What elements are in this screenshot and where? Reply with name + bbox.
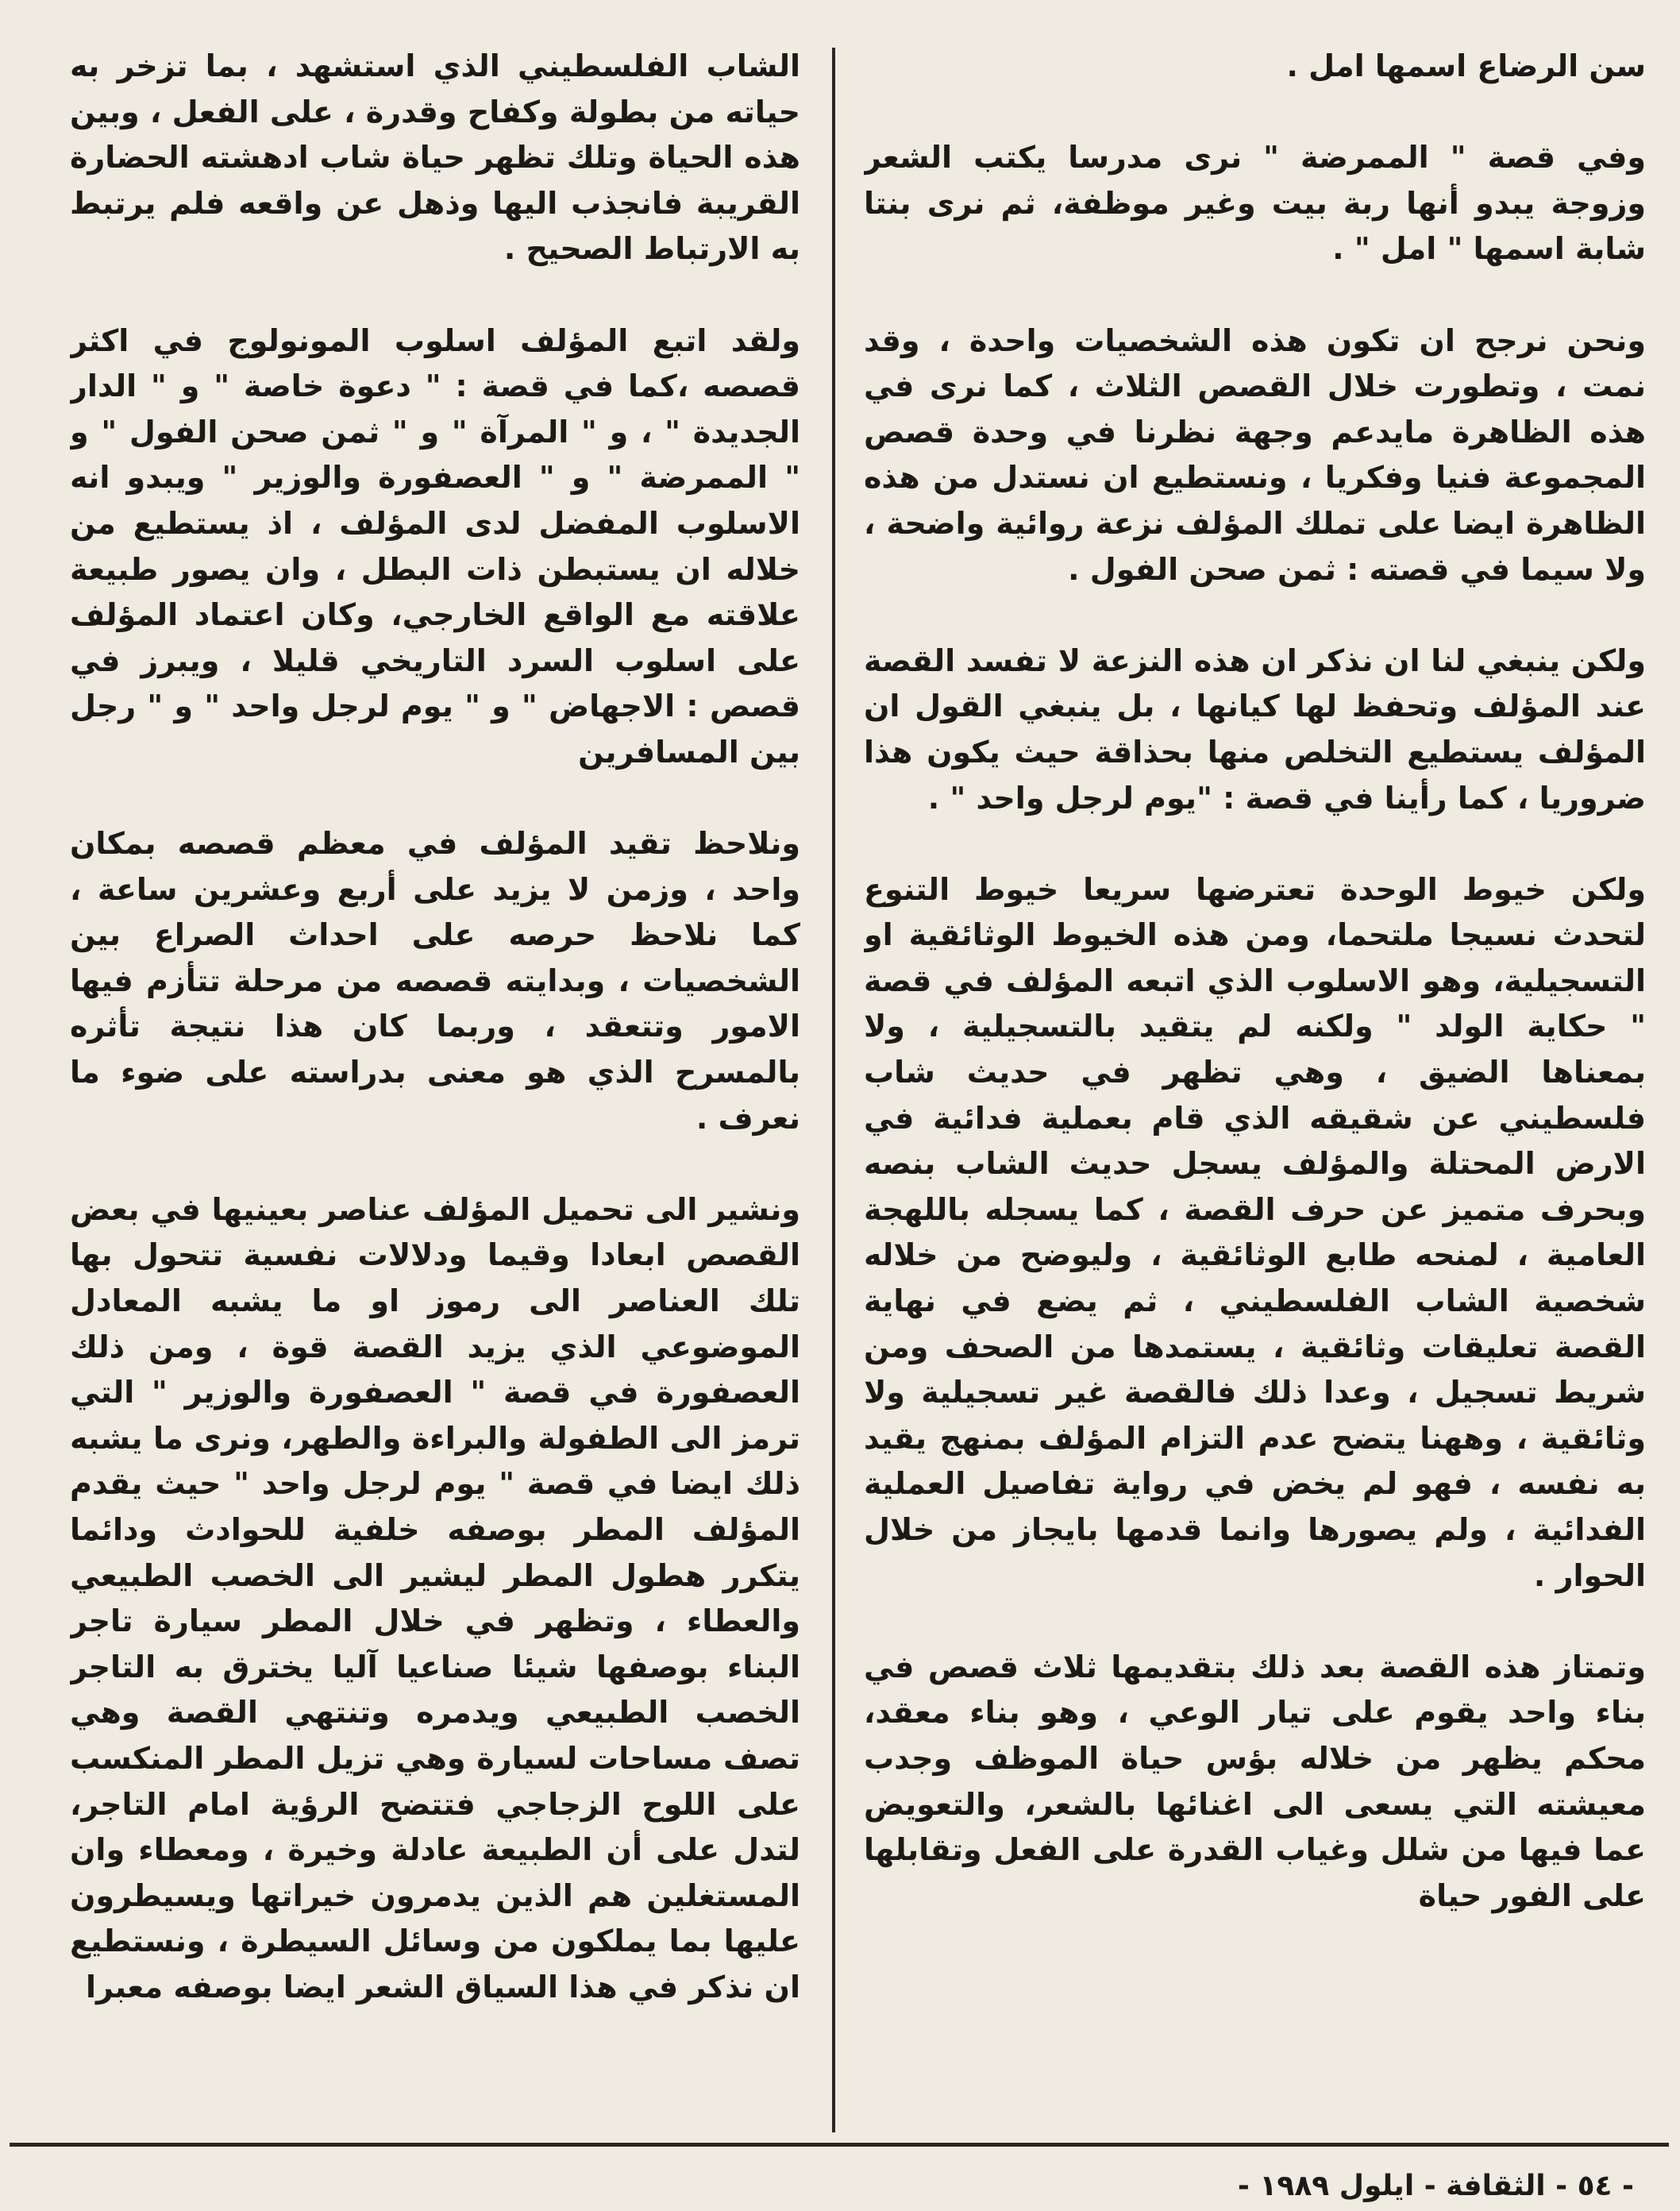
footer-rule	[10, 2143, 1669, 2147]
right-text-column	[864, 44, 1646, 2140]
page-footer: - ٥٤ - الثقافة - ايلول ١٩٨٩ -	[1237, 2170, 1634, 2202]
left-text-column	[70, 44, 800, 2140]
column-divider	[832, 48, 835, 2132]
paragraph: ولكن ينبغي لنا ان نذكر ان هذه النزعة لا تفسد القصة عند المؤلف وتحفظ لها كيانها ، بل ينبغي القول ان المؤلف يستطيع التخلص منها بحذاقة حيث يكون هذا ضروريا ، كما رأينا في قصة : "يوم لرجل واحد " .	[864, 642, 1646, 816]
paragraph: وفي قصة " الممرضة " نرى مدرسا يكتب الشعر وزوجة يبدو أنها ربة بيت وغير موظفة، ثم نرى بنتا شابة اسمها " امل " .	[864, 140, 1646, 267]
paragraph: ونلاحظ تقيد المؤلف في معظم قصصه بمكان واحد ، وزمن لا يزيد على أربع وعشرين ساعة ، كما نلاحظ حرصه على احداث الصراع بين الشخصيات ، وبدايته قصصه من مرحلة تتأزم فيها الامور وتتعقد ، وربما كان هذا نتيجة تأثره بالمسرح الذي هو معنى بدراسته على ضوء ما نعرف .	[70, 826, 800, 1136]
paragraph: ونحن نرجح ان تكون هذه الشخصيات واحدة ، وقد نمت ، وتطورت خلال القصص الثلاث ، كما نرى في هذه الظاهرة مايدعم وجهة نظرنا في وحدة قصص المجموعة فنيا وفكريا ، ونستطيع ان نستدل من هذه الظاهرة ايضا على تملك المؤلف نزعة روائية واضحة ، ولا سيما في قصته : ثمن صحن الفول .	[864, 322, 1646, 587]
paragraph: الشاب الفلسطيني الذي استشهد ، بما تزخر به حياته من بطولة وكفاح وقدرة ، على الفعل ، وبين هذه الحياة وتلك تظهر حياة شاب ادهشته الحضارة القريبة فانجذب اليها وذهل عن واقعه فلم يرتبط به الارتباط الصحيح .	[70, 48, 800, 267]
paragraph: ونشير الى تحميل المؤلف عناصر بعينيها في بعض القصص ابعادا وقيما ودلالات نفسية تتحول بها تلك العناصر الى رموز او ما يشبه المعادل الموضوعي الذي يزيد القصة قوة ، ومن ذلك العصفورة في قصة " العصفورة والوزير " التي ترمز الى الطفولة والبراءة والطهر، ونرى ما يشبه ذلك ايضا في قصة " يوم لرجل واحد " حيث يقدم المؤلف المطر بوصفه خلفية للحوادث ودائما يتكرر هطول المطر ليشير الى الخصب الطبيعي والعطاء ، وتظهر في خلال المطر سيارة تاجر البناء بوصفها شيئا صناعيا آليا يخترق به التاجر الخصب الطبيعي ويدمره وتنتهي القصة وهي تصف مساحات لسيارة وهي تزيل المطر المنكسب على اللوح الزجاجي فتتضح الرؤية امام التاجر، لتدل على أن الطبيعة عادلة وخيرة ، ومعطاء وان المستغلين هم الذين يدمرون خيراتها ويسيطرون عليها بما يملكون من وسائل السيطرة ، ونستطيع ان نذكر في هذا السياق الشعر ايضا بوصفه معبرا	[70, 1191, 800, 2005]
paragraph: وتمتاز هذه القصة بعد ذلك بتقديمها ثلاث قصص في بناء واحد يقوم على تيار الوعي ، وهو بناء معقد، محكم يظهر من خلاله بؤس حياة الموظف وجدب معيشته التي يسعى الى اغنائها بالشعر، والتعويض عما فيها من شلل وغياب القدرة على الفعل وتقابلها على الفور حياة	[864, 1649, 1646, 1913]
paragraph: سن الرضاع اسمها امل .	[1286, 48, 1646, 83]
paragraph: ولكن خيوط الوحدة تعترضها سريعا خيوط التنوع لتحدث نسيجا ملتحما، ومن هذه الخيوط الوثائقية او التسجيلية، وهو الاسلوب الذي اتبعه المؤلف في قصة " حكاية الولد " ولكنه لم يتقيد بالتسجيلية ، ولا بمعناها الضيق ، وهي تظهر في حديث شاب فلسطيني عن شقيقه الذي قام بعملية فدائية في الارض المحتلة والمؤلف يسجل حديث الشاب بنصه وبحرف متميز عن حرف القصة ، كما يسجله باللهجة العامية ، لمنحه طابع الوثائقية ، وليوضح من خلاله شخصية الشاب الفلسطيني ، ثم يضع في نهاية القصة تعليقات وثائقية ، يستمدها من الصحف ومن شريط تسجيل ، وعدا ذلك فالقصة غير تسجيلية ولا وثائقية ، وههنا يتضح عدم التزام المؤلف بمنهج يقيد به نفسه ، فهو لم يخض في رواية تفاصيل العملية الفدائية ، ولم يصورها وانما قدمها بايجاز من خلال الحوار .	[864, 871, 1646, 1593]
paragraph: ولقد اتبع المؤلف اسلوب المونولوج في اكثر قصصه ،كما في قصة : " دعوة خاصة " و " الدار الجديدة " ، و " المرآة " و " ثمن صحن الفول " و " الممرضة " و " العصفورة والوزير " ويبدو انه الاسلوب المفضل لدى المؤلف ، اذ يستطيع من خلاله ان يستبطن ذات البطل ، وان يصور طبيعة علاقته مع الواقع الخارجي، وكان اعتماد المؤلف على اسلوب السرد التاريخي قليلا ، ويبرز في قصص : الاجهاض " و " يوم لرجل واحد " و " رجل بين المسافرين	[70, 322, 800, 770]
